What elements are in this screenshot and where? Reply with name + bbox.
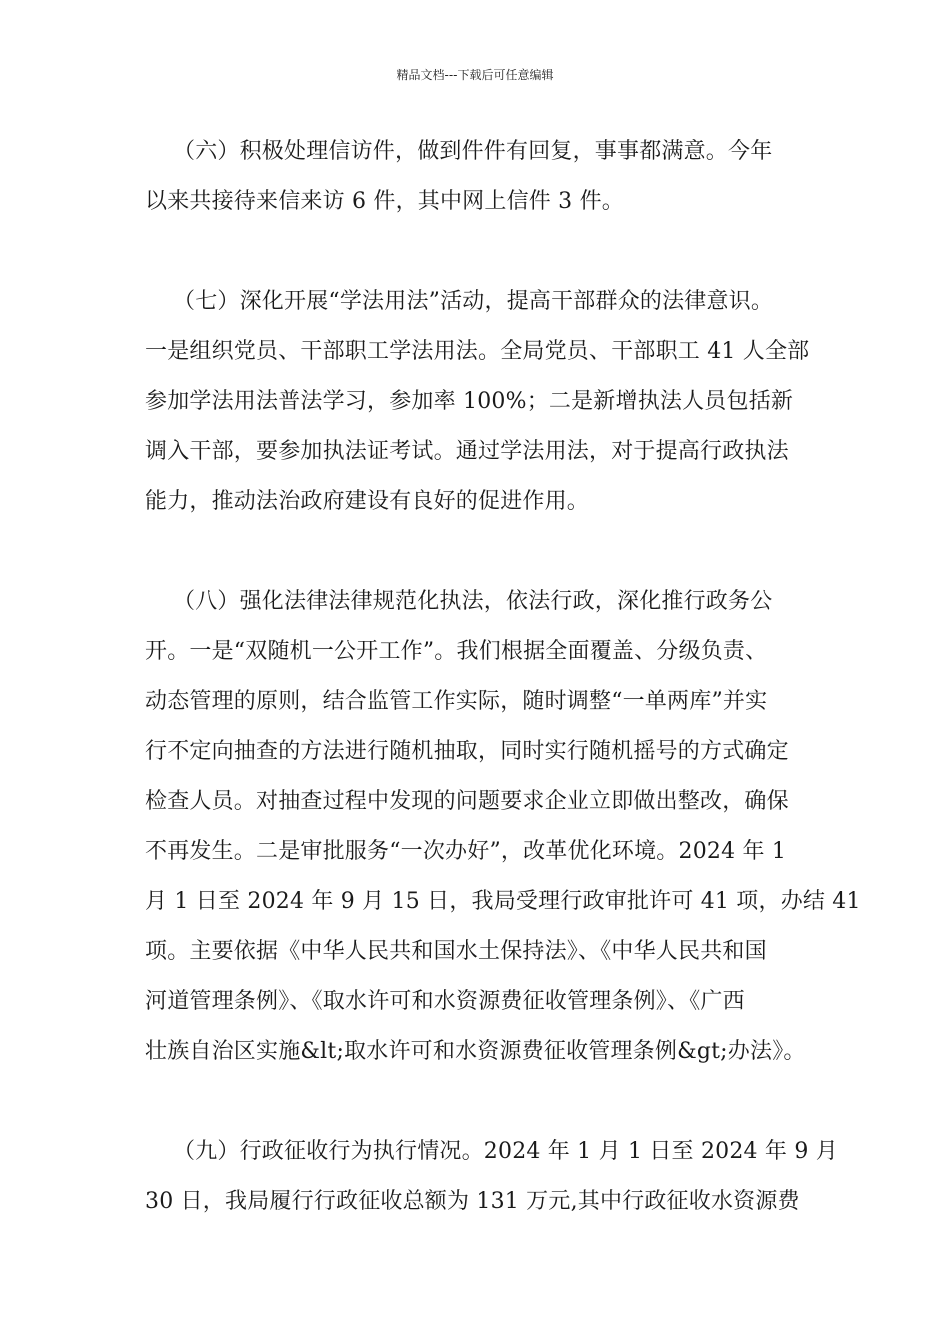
paragraph-9-line-2: 30 日，我局履行行政征收总额为 131 万元,其中行政征收水资源费 (145, 1189, 800, 1214)
paragraph-7-line-1: （七）深化开展“学法用法”活动，提高干部群众的法律意识。 (173, 289, 774, 314)
paragraph-8-line-1: （八）强化法律法律规范化执法，依法行政，深化推行政务公 (173, 589, 773, 614)
paragraph-7-line-4: 调入干部，要参加执法证考试。通过学法用法，对于提高行政执法 (145, 439, 789, 464)
paragraph-8-line-5: 检查人员。对抽查过程中发现的问题要求企业立即做出整改，确保 (145, 789, 789, 814)
page-header: 精品文档---下载后可任意编辑 (396, 68, 554, 82)
paragraph-6-line-1: （六）积极处理信访件，做到件件有回复，事事都满意。今年 (173, 139, 773, 164)
paragraph-8-line-2: 开。一是“双随机一公开工作”。我们根据全面覆盖、分级负责、 (145, 639, 768, 664)
paragraph-7-line-2: 一是组织党员、干部职工学法用法。全局党员、干部职工 41 人全部 (145, 339, 810, 364)
paragraph-8-line-9: 河道管理条例》、《取水许可和水资源费征收管理条例》、《广西 (145, 989, 745, 1014)
paragraph-8-line-10: 壮族自治区实施&lt;取水许可和水资源费征收管理条例&gt;办法》。 (145, 1039, 806, 1064)
paragraph-8-line-6: 不再发生。二是审批服务“一次办好”，改革优化环境。2024 年 1 (145, 839, 787, 864)
paragraph-6-line-2: 以来共接待来信来访 6 件，其中网上信件 3 件。 (145, 189, 624, 214)
paragraph-7-line-3: 参加学法用法普法学习，参加率 100%；二是新增执法人员包括新 (145, 389, 794, 414)
paragraph-8-line-4: 行不定向抽查的方法进行随机抽取，同时实行随机摇号的方式确定 (145, 739, 789, 764)
paragraph-8-line-3: 动态管理的原则，结合监管工作实际，随时调整“一单两库”并实 (145, 689, 768, 714)
paragraph-7-line-5: 能力，推动法治政府建设有良好的促进作用。 (145, 489, 590, 514)
paragraph-9-line-1: （九）行政征收行为执行情况。2024 年 1 月 1 日至 2024 年 9 月 (173, 1139, 838, 1164)
paragraph-8-line-7: 月 1 日至 2024 年 9 月 15 日，我局受理行政审批许可 41 项，办结 41 (145, 889, 861, 914)
paragraph-8-line-8: 项。主要依据《中华人民共和国水土保持法》、《中华人民共和国 (145, 939, 767, 964)
